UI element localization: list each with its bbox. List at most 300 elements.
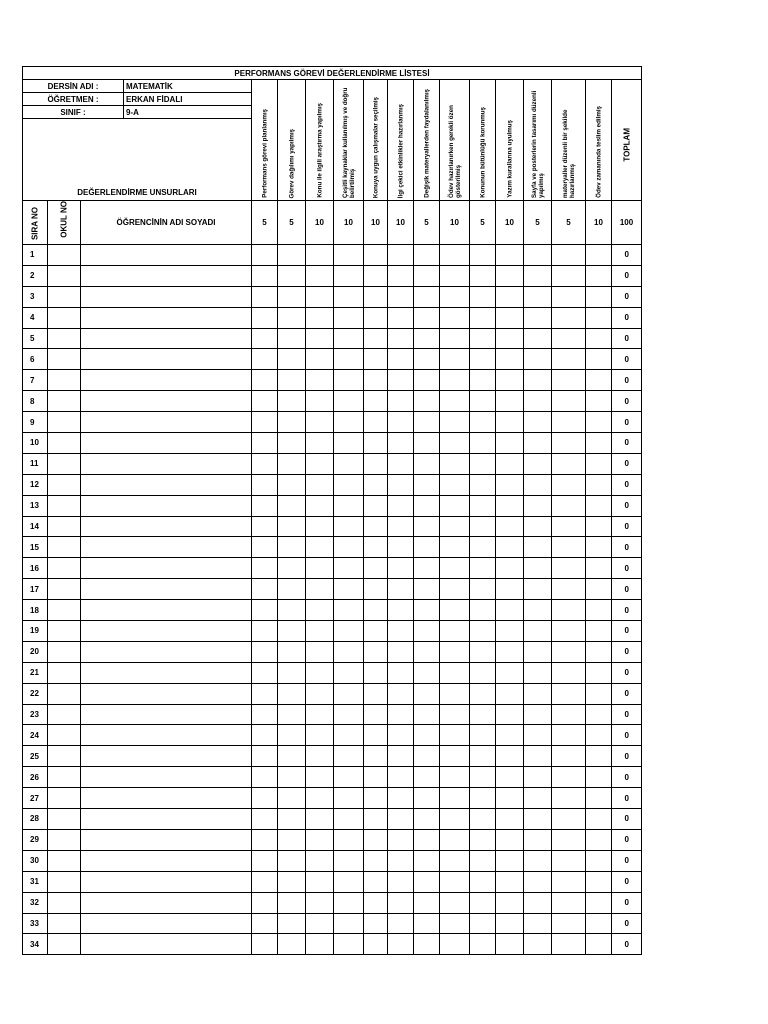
score-cell[interactable]	[524, 579, 552, 600]
score-cell[interactable]	[306, 433, 334, 454]
score-cell[interactable]	[586, 913, 612, 934]
score-cell[interactable]	[524, 495, 552, 516]
score-cell[interactable]	[496, 683, 524, 704]
score-cell[interactable]	[496, 662, 524, 683]
score-cell[interactable]	[586, 641, 612, 662]
score-cell[interactable]	[306, 767, 334, 788]
score-cell[interactable]	[364, 683, 388, 704]
score-cell[interactable]	[388, 245, 414, 266]
student-name-cell[interactable]	[81, 537, 252, 558]
okul-no-cell[interactable]	[48, 725, 81, 746]
score-cell[interactable]	[552, 412, 586, 433]
student-name-cell[interactable]	[81, 725, 252, 746]
score-cell[interactable]	[252, 850, 278, 871]
score-cell[interactable]	[586, 892, 612, 913]
score-cell[interactable]	[252, 725, 278, 746]
okul-no-cell[interactable]	[48, 558, 81, 579]
score-cell[interactable]	[586, 621, 612, 642]
score-cell[interactable]	[414, 495, 440, 516]
student-name-cell[interactable]	[81, 495, 252, 516]
score-cell[interactable]	[440, 433, 470, 454]
score-cell[interactable]	[440, 391, 470, 412]
score-cell[interactable]	[586, 871, 612, 892]
score-cell[interactable]	[364, 453, 388, 474]
score-cell[interactable]	[278, 307, 306, 328]
score-cell[interactable]	[306, 516, 334, 537]
score-cell[interactable]	[364, 934, 388, 955]
score-cell[interactable]	[496, 558, 524, 579]
score-cell[interactable]	[586, 307, 612, 328]
score-cell[interactable]	[440, 349, 470, 370]
score-cell[interactable]	[278, 934, 306, 955]
score-cell[interactable]	[388, 767, 414, 788]
score-cell[interactable]	[414, 746, 440, 767]
score-cell[interactable]	[586, 495, 612, 516]
score-cell[interactable]	[470, 641, 496, 662]
score-cell[interactable]	[470, 704, 496, 725]
score-cell[interactable]	[252, 433, 278, 454]
score-cell[interactable]	[440, 809, 470, 830]
score-cell[interactable]	[440, 453, 470, 474]
score-cell[interactable]	[414, 767, 440, 788]
score-cell[interactable]	[306, 474, 334, 495]
score-cell[interactable]	[306, 600, 334, 621]
score-cell[interactable]	[252, 474, 278, 495]
score-cell[interactable]	[278, 892, 306, 913]
score-cell[interactable]	[524, 662, 552, 683]
score-cell[interactable]	[252, 892, 278, 913]
score-cell[interactable]	[440, 871, 470, 892]
score-cell[interactable]	[470, 412, 496, 433]
score-cell[interactable]	[334, 600, 364, 621]
score-cell[interactable]	[278, 328, 306, 349]
student-name-cell[interactable]	[81, 683, 252, 704]
score-cell[interactable]	[524, 892, 552, 913]
student-name-cell[interactable]	[81, 641, 252, 662]
score-cell[interactable]	[440, 558, 470, 579]
score-cell[interactable]	[278, 829, 306, 850]
score-cell[interactable]	[278, 725, 306, 746]
score-cell[interactable]	[388, 516, 414, 537]
score-cell[interactable]	[252, 809, 278, 830]
score-cell[interactable]	[524, 286, 552, 307]
score-cell[interactable]	[334, 850, 364, 871]
score-cell[interactable]	[440, 474, 470, 495]
score-cell[interactable]	[306, 579, 334, 600]
score-cell[interactable]	[552, 725, 586, 746]
score-cell[interactable]	[278, 788, 306, 809]
score-cell[interactable]	[524, 746, 552, 767]
student-name-cell[interactable]	[81, 349, 252, 370]
score-cell[interactable]	[470, 683, 496, 704]
score-cell[interactable]	[552, 683, 586, 704]
score-cell[interactable]	[470, 767, 496, 788]
score-cell[interactable]	[278, 558, 306, 579]
score-cell[interactable]	[334, 286, 364, 307]
score-cell[interactable]	[278, 265, 306, 286]
score-cell[interactable]	[364, 579, 388, 600]
score-cell[interactable]	[278, 537, 306, 558]
score-cell[interactable]	[586, 704, 612, 725]
score-cell[interactable]	[496, 307, 524, 328]
score-cell[interactable]	[552, 516, 586, 537]
score-cell[interactable]	[388, 307, 414, 328]
score-cell[interactable]	[440, 683, 470, 704]
score-cell[interactable]	[252, 328, 278, 349]
score-cell[interactable]	[334, 788, 364, 809]
score-cell[interactable]	[552, 746, 586, 767]
score-cell[interactable]	[552, 871, 586, 892]
score-cell[interactable]	[524, 349, 552, 370]
score-cell[interactable]	[552, 788, 586, 809]
score-cell[interactable]	[440, 767, 470, 788]
score-cell[interactable]	[552, 704, 586, 725]
score-cell[interactable]	[334, 537, 364, 558]
score-cell[interactable]	[552, 453, 586, 474]
score-cell[interactable]	[414, 579, 440, 600]
score-cell[interactable]	[524, 558, 552, 579]
score-cell[interactable]	[334, 433, 364, 454]
score-cell[interactable]	[364, 809, 388, 830]
okul-no-cell[interactable]	[48, 453, 81, 474]
score-cell[interactable]	[496, 892, 524, 913]
score-cell[interactable]	[334, 474, 364, 495]
score-cell[interactable]	[306, 871, 334, 892]
score-cell[interactable]	[364, 913, 388, 934]
score-cell[interactable]	[586, 850, 612, 871]
okul-no-cell[interactable]	[48, 892, 81, 913]
okul-no-cell[interactable]	[48, 641, 81, 662]
score-cell[interactable]	[252, 391, 278, 412]
score-cell[interactable]	[278, 433, 306, 454]
score-cell[interactable]	[470, 245, 496, 266]
score-cell[interactable]	[440, 662, 470, 683]
score-cell[interactable]	[388, 370, 414, 391]
score-cell[interactable]	[364, 433, 388, 454]
score-cell[interactable]	[524, 809, 552, 830]
score-cell[interactable]	[388, 474, 414, 495]
score-cell[interactable]	[524, 934, 552, 955]
score-cell[interactable]	[306, 391, 334, 412]
score-cell[interactable]	[440, 913, 470, 934]
score-cell[interactable]	[586, 412, 612, 433]
score-cell[interactable]	[388, 349, 414, 370]
score-cell[interactable]	[252, 621, 278, 642]
score-cell[interactable]	[414, 913, 440, 934]
score-cell[interactable]	[470, 474, 496, 495]
student-name-cell[interactable]	[81, 746, 252, 767]
score-cell[interactable]	[306, 829, 334, 850]
score-cell[interactable]	[278, 871, 306, 892]
score-cell[interactable]	[524, 913, 552, 934]
score-cell[interactable]	[278, 349, 306, 370]
score-cell[interactable]	[586, 934, 612, 955]
score-cell[interactable]	[586, 725, 612, 746]
score-cell[interactable]	[414, 641, 440, 662]
score-cell[interactable]	[306, 809, 334, 830]
score-cell[interactable]	[470, 892, 496, 913]
score-cell[interactable]	[388, 286, 414, 307]
score-cell[interactable]	[440, 641, 470, 662]
score-cell[interactable]	[364, 245, 388, 266]
score-cell[interactable]	[364, 871, 388, 892]
score-cell[interactable]	[252, 349, 278, 370]
score-cell[interactable]	[364, 349, 388, 370]
score-cell[interactable]	[334, 349, 364, 370]
score-cell[interactable]	[414, 558, 440, 579]
student-name-cell[interactable]	[81, 788, 252, 809]
score-cell[interactable]	[252, 495, 278, 516]
score-cell[interactable]	[586, 746, 612, 767]
okul-no-cell[interactable]	[48, 391, 81, 412]
okul-no-cell[interactable]	[48, 349, 81, 370]
okul-no-cell[interactable]	[48, 433, 81, 454]
score-cell[interactable]	[306, 662, 334, 683]
score-cell[interactable]	[524, 265, 552, 286]
score-cell[interactable]	[278, 662, 306, 683]
okul-no-cell[interactable]	[48, 307, 81, 328]
score-cell[interactable]	[334, 391, 364, 412]
score-cell[interactable]	[586, 537, 612, 558]
score-cell[interactable]	[306, 621, 334, 642]
score-cell[interactable]	[388, 704, 414, 725]
score-cell[interactable]	[586, 829, 612, 850]
score-cell[interactable]	[388, 265, 414, 286]
score-cell[interactable]	[252, 600, 278, 621]
score-cell[interactable]	[334, 892, 364, 913]
score-cell[interactable]	[470, 328, 496, 349]
score-cell[interactable]	[252, 245, 278, 266]
score-cell[interactable]	[414, 307, 440, 328]
score-cell[interactable]	[470, 453, 496, 474]
score-cell[interactable]	[414, 892, 440, 913]
score-cell[interactable]	[496, 516, 524, 537]
score-cell[interactable]	[496, 600, 524, 621]
score-cell[interactable]	[388, 641, 414, 662]
score-cell[interactable]	[414, 265, 440, 286]
score-cell[interactable]	[252, 683, 278, 704]
score-cell[interactable]	[414, 621, 440, 642]
score-cell[interactable]	[496, 286, 524, 307]
score-cell[interactable]	[440, 245, 470, 266]
score-cell[interactable]	[306, 558, 334, 579]
score-cell[interactable]	[278, 809, 306, 830]
score-cell[interactable]	[364, 704, 388, 725]
student-name-cell[interactable]	[81, 850, 252, 871]
okul-no-cell[interactable]	[48, 767, 81, 788]
score-cell[interactable]	[470, 725, 496, 746]
score-cell[interactable]	[470, 662, 496, 683]
score-cell[interactable]	[496, 871, 524, 892]
student-name-cell[interactable]	[81, 433, 252, 454]
score-cell[interactable]	[524, 788, 552, 809]
score-cell[interactable]	[440, 829, 470, 850]
score-cell[interactable]	[252, 913, 278, 934]
score-cell[interactable]	[524, 621, 552, 642]
score-cell[interactable]	[364, 621, 388, 642]
score-cell[interactable]	[586, 453, 612, 474]
score-cell[interactable]	[334, 746, 364, 767]
score-cell[interactable]	[278, 641, 306, 662]
score-cell[interactable]	[388, 412, 414, 433]
score-cell[interactable]	[470, 850, 496, 871]
score-cell[interactable]	[586, 349, 612, 370]
score-cell[interactable]	[306, 412, 334, 433]
score-cell[interactable]	[278, 600, 306, 621]
okul-no-cell[interactable]	[48, 412, 81, 433]
score-cell[interactable]	[496, 829, 524, 850]
score-cell[interactable]	[552, 349, 586, 370]
score-cell[interactable]	[306, 286, 334, 307]
score-cell[interactable]	[278, 495, 306, 516]
score-cell[interactable]	[440, 934, 470, 955]
okul-no-cell[interactable]	[48, 600, 81, 621]
score-cell[interactable]	[552, 641, 586, 662]
score-cell[interactable]	[496, 391, 524, 412]
score-cell[interactable]	[470, 788, 496, 809]
student-name-cell[interactable]	[81, 474, 252, 495]
score-cell[interactable]	[306, 683, 334, 704]
score-cell[interactable]	[440, 892, 470, 913]
score-cell[interactable]	[440, 600, 470, 621]
score-cell[interactable]	[364, 829, 388, 850]
score-cell[interactable]	[552, 809, 586, 830]
score-cell[interactable]	[306, 453, 334, 474]
score-cell[interactable]	[334, 829, 364, 850]
score-cell[interactable]	[586, 474, 612, 495]
student-name-cell[interactable]	[81, 516, 252, 537]
student-name-cell[interactable]	[81, 412, 252, 433]
score-cell[interactable]	[552, 328, 586, 349]
score-cell[interactable]	[306, 850, 334, 871]
okul-no-cell[interactable]	[48, 871, 81, 892]
score-cell[interactable]	[388, 934, 414, 955]
score-cell[interactable]	[440, 788, 470, 809]
score-cell[interactable]	[252, 662, 278, 683]
score-cell[interactable]	[364, 558, 388, 579]
score-cell[interactable]	[552, 662, 586, 683]
score-cell[interactable]	[252, 558, 278, 579]
score-cell[interactable]	[552, 558, 586, 579]
score-cell[interactable]	[334, 370, 364, 391]
score-cell[interactable]	[364, 474, 388, 495]
score-cell[interactable]	[496, 934, 524, 955]
score-cell[interactable]	[414, 412, 440, 433]
score-cell[interactable]	[388, 558, 414, 579]
score-cell[interactable]	[414, 537, 440, 558]
score-cell[interactable]	[306, 349, 334, 370]
okul-no-cell[interactable]	[48, 829, 81, 850]
score-cell[interactable]	[388, 683, 414, 704]
score-cell[interactable]	[306, 495, 334, 516]
score-cell[interactable]	[496, 767, 524, 788]
score-cell[interactable]	[552, 913, 586, 934]
score-cell[interactable]	[364, 516, 388, 537]
score-cell[interactable]	[586, 328, 612, 349]
score-cell[interactable]	[552, 286, 586, 307]
score-cell[interactable]	[278, 286, 306, 307]
score-cell[interactable]	[252, 579, 278, 600]
score-cell[interactable]	[552, 370, 586, 391]
okul-no-cell[interactable]	[48, 328, 81, 349]
score-cell[interactable]	[496, 579, 524, 600]
okul-no-cell[interactable]	[48, 746, 81, 767]
score-cell[interactable]	[388, 433, 414, 454]
score-cell[interactable]	[496, 433, 524, 454]
score-cell[interactable]	[470, 558, 496, 579]
score-cell[interactable]	[334, 558, 364, 579]
score-cell[interactable]	[306, 370, 334, 391]
score-cell[interactable]	[470, 809, 496, 830]
score-cell[interactable]	[364, 662, 388, 683]
score-cell[interactable]	[586, 579, 612, 600]
score-cell[interactable]	[524, 453, 552, 474]
score-cell[interactable]	[440, 265, 470, 286]
okul-no-cell[interactable]	[48, 809, 81, 830]
score-cell[interactable]	[252, 412, 278, 433]
okul-no-cell[interactable]	[48, 579, 81, 600]
score-cell[interactable]	[524, 829, 552, 850]
score-cell[interactable]	[252, 265, 278, 286]
score-cell[interactable]	[334, 307, 364, 328]
score-cell[interactable]	[334, 704, 364, 725]
score-cell[interactable]	[470, 307, 496, 328]
score-cell[interactable]	[586, 391, 612, 412]
score-cell[interactable]	[552, 537, 586, 558]
score-cell[interactable]	[470, 391, 496, 412]
score-cell[interactable]	[278, 704, 306, 725]
score-cell[interactable]	[440, 495, 470, 516]
student-name-cell[interactable]	[81, 934, 252, 955]
score-cell[interactable]	[252, 307, 278, 328]
score-cell[interactable]	[388, 662, 414, 683]
score-cell[interactable]	[496, 453, 524, 474]
score-cell[interactable]	[496, 474, 524, 495]
score-cell[interactable]	[364, 495, 388, 516]
score-cell[interactable]	[388, 579, 414, 600]
score-cell[interactable]	[252, 871, 278, 892]
score-cell[interactable]	[364, 725, 388, 746]
score-cell[interactable]	[552, 934, 586, 955]
score-cell[interactable]	[364, 892, 388, 913]
score-cell[interactable]	[440, 746, 470, 767]
student-name-cell[interactable]	[81, 662, 252, 683]
score-cell[interactable]	[364, 328, 388, 349]
student-name-cell[interactable]	[81, 913, 252, 934]
score-cell[interactable]	[388, 871, 414, 892]
okul-no-cell[interactable]	[48, 662, 81, 683]
score-cell[interactable]	[278, 453, 306, 474]
okul-no-cell[interactable]	[48, 621, 81, 642]
score-cell[interactable]	[278, 245, 306, 266]
student-name-cell[interactable]	[81, 370, 252, 391]
okul-no-cell[interactable]	[48, 934, 81, 955]
score-cell[interactable]	[470, 913, 496, 934]
score-cell[interactable]	[388, 391, 414, 412]
okul-no-cell[interactable]	[48, 537, 81, 558]
score-cell[interactable]	[524, 412, 552, 433]
score-cell[interactable]	[306, 265, 334, 286]
score-cell[interactable]	[440, 579, 470, 600]
score-cell[interactable]	[414, 286, 440, 307]
score-cell[interactable]	[586, 683, 612, 704]
score-cell[interactable]	[586, 662, 612, 683]
score-cell[interactable]	[364, 286, 388, 307]
score-cell[interactable]	[470, 746, 496, 767]
score-cell[interactable]	[364, 391, 388, 412]
score-cell[interactable]	[586, 767, 612, 788]
score-cell[interactable]	[364, 641, 388, 662]
